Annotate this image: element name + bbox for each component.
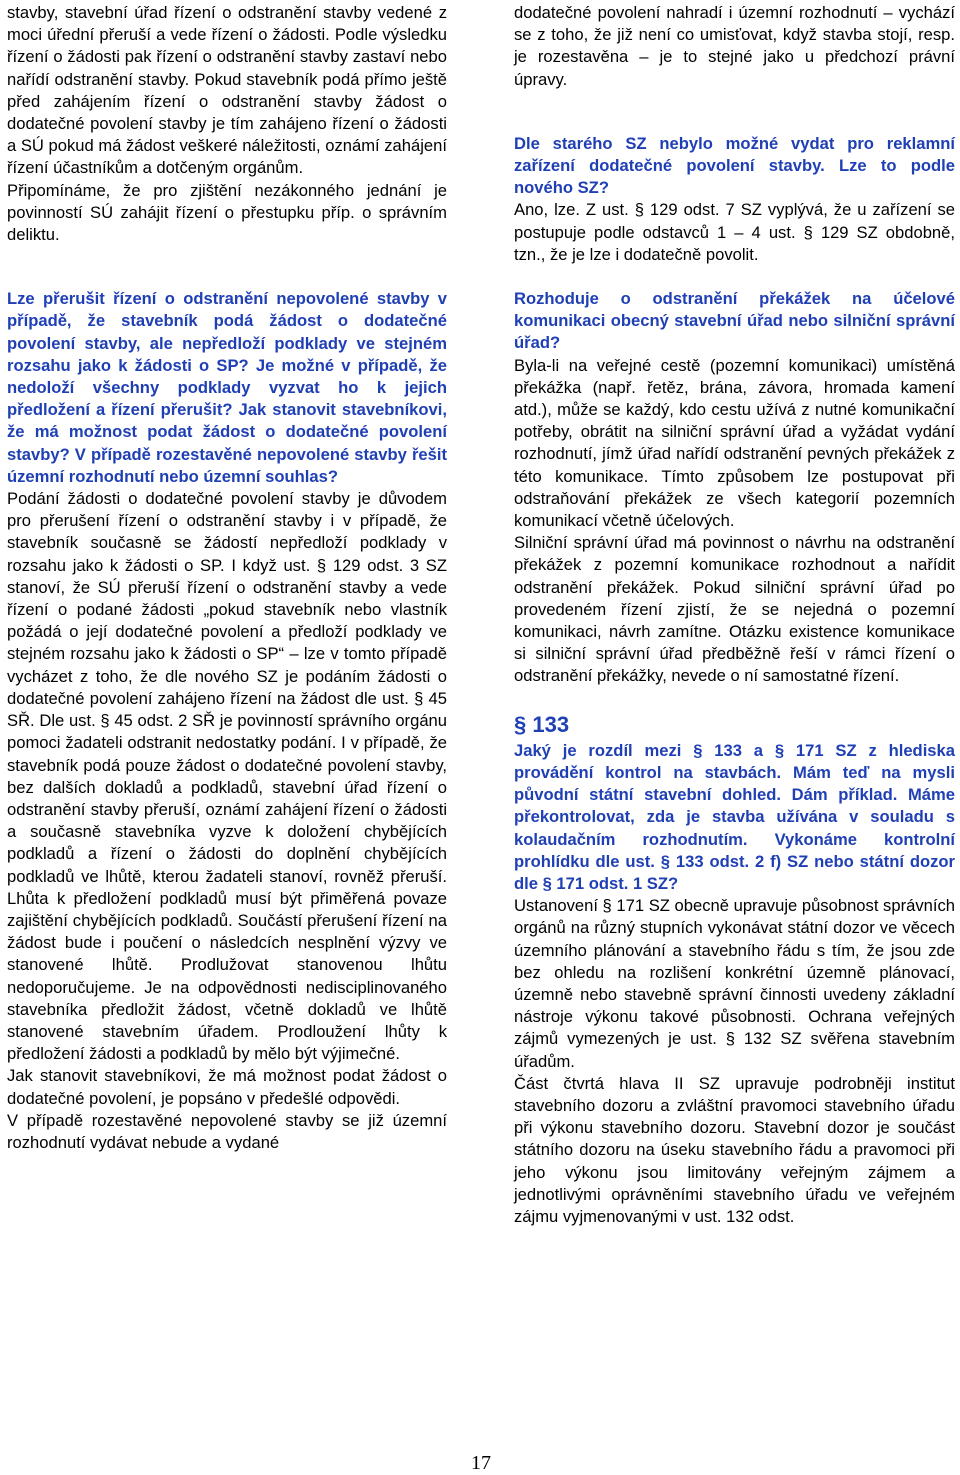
answer-paragraph: Silniční správní úřad má povinnost o návrhu na odstranění překážek z pozemní komunikace rozhodnout a nařídit odstranění překážek. Pokud silniční správní úřad po provedeném řízení zjistí, že se nejedná o pozemní komunikaci, návrh zamítne. Otázku existence komunikace si silniční správní úřad předběžně řeší v rámci řízení o odstranění překážky, nevede o ní samostatné řízení. xyxy=(514,533,955,686)
answer-paragraph: Jak stanovit stavebníkovi, že má možnost podat žádost o dodatečné povolení, je popsáno v předešlé odpovědi. xyxy=(7,1066,447,1108)
section-heading: § 133 xyxy=(514,711,570,737)
answer-paragraph: Byla-li na veřejné cestě (pozemní komunikaci) umístěná překážka (např. řetěz, brána, závora, hromada kamení atd.), může se každý, kdo cestu užívá z nutné komunikační potřeby, obrátit na silniční správní úřad a vyžádat vydání rozhodnutí, jímž úřad nařídí odstranění pevných překážek z této komunikace. Tímto způsobem lze postupovat při odstraňování překážek ze všech kategorií pozemních komunikací včetně účelových. xyxy=(514,355,955,531)
question-text: Lze přerušit řízení o odstranění nepovolené stavby v případě, že stavebník podá žádost o dodatečné povolení stavby, ale nepředloží podklady ve stejném rozsahu jako k žádosti o SP? Je možné v případě, že nedoloží všechny podklady vyzvat ho k jejich předložení a řízení přerušit? Jak stanovit stavebníkovi, že má možnost podat žádost o dodatečné povolení stavby? V případě rozestavěné nepovolené stavby řešit územní rozhodnutí nebo územní souhlas? xyxy=(7,289,447,486)
right-column xyxy=(514,2,955,1228)
answer-paragraph: V případě rozestavěné nepovolené stavby se již územní rozhodnutí vydávat nebude a vydané xyxy=(7,1110,447,1152)
spacer xyxy=(514,91,955,133)
paragraph: Připomínáme, že pro zjištění nezákonného jednání je povinností SÚ zahájit řízení o přestupku příp. o správním deliktu. xyxy=(7,180,447,245)
question-text: Jaký je rozdíl mezi § 133 a § 171 SZ z hlediska provádění kontrol na stavbách. Mám teď na mysli původní státní stavební dohled. Dám příklad. Máme překontrolovat, zda je stavba užívána v souladu s kolaudačním rozhodnutím. Vykonáme kontrolní prohlídku dle ust. § 133 odst. 2 f) SZ nebo státní dozor dle § 171 odst. 1 SZ? xyxy=(514,740,955,893)
spacer xyxy=(514,688,955,710)
answer-paragraph: Ustanovení § 171 SZ obecně upravuje působnost správních orgánů na různý stupních vykonávat státní dozor ve věcech územního plánování a stavebního řádu s tím, že jsou zde bez ohledu na rozlišení konkrétní územně plánovací, územně nebo stavebně správní činnosti uvedeny základní nástroje výkonu takové působnosti. Ochrana veřejných zájmů vymezených je ust. § 132 SZ svěřena stavebním úřadům. xyxy=(514,896,955,1071)
paragraph: dodatečné povolení nahradí i územní rozhodnutí – vychází se z toho, že již není co umisťovat, když stavba stojí, resp. je rozestavěna – je to stejné jako u předchozí právní úpravy. xyxy=(514,3,955,89)
answer-paragraph: Ano, lze. Z ust. § 129 odst. 7 SZ vyplývá, že u zařízení se postupuje podle odstavců 1 – 4 ust. § 129 SZ obdobně, tzn., že je lze i dodatečně povolit. xyxy=(514,200,955,264)
question-text: Rozhoduje o odstranění překážek na účelové komunikaci obecný stavební úřad nebo silniční správní úřad? xyxy=(514,289,955,353)
spacer xyxy=(7,246,447,288)
answer-paragraph: Podání žádosti o dodatečné povolení stavby je důvodem pro přerušení řízení o odstranění stavby i v případě, že stavebník současně se žádostí nepředloží podklady v rozsahu jako k žádosti o SP. I když ust. § 129 odst. 3 SZ stanoví, že SÚ přeruší řízení o odstranění stavby a vede řízení o podané žádosti „pokud stavebník nebo vlastník požádá o její dodatečné povolení a předloží podklady ve stejném rozsahu jako k žádosti o SP“ – lze v tomto případě vycházet z toho, že dle nového SZ je podáním žádosti o dodatečné povolení zahájeno řízení na žádost dle ust. § 45 SŘ. Dle ust. § 45 odst. 2 SŘ je povinností správního orgánu pomoci žadateli odstranit nedostatky podání. I v případě, že stavebník podá pouze žádost o dodatečné povolení stavby, bez dalších dokladů a podkladů, stavební úřad řízení o odstranění stavby přeruší, oznámí zahájení řízení o žádosti a současně stavebníka vyzve k doložení chybějících podkladů a řízení o žádosti do doplnění chybějících podkladů ve lhůtě, kterou žadateli stanoví, rovněž přeruší. Lhůta k předložení podkladů musí být přiměřená povaze zajištění chybějících podkladů. Součástí přerušení řízení na žádost bude i poučení o následcích nesplnění výzvy ve stanovené lhůtě. Prodlužovat stanovenou lhůtu nedoporučujeme. Je na odpovědnosti nedisciplinovaného stavebníka předložit žádost, včetně dokladů ve lhůtě stanovené stavebním úřadem. Prodloužení lhůty k předložení žádosti a podkladů by mělo být výjimečné. xyxy=(7,489,447,1064)
question-text: Dle starého SZ nebylo možné vydat pro reklamní zařízení dodatečné povolení stavby. Lze to podle nového SZ? xyxy=(514,133,955,198)
page-number: 17 xyxy=(471,1452,491,1474)
left-column xyxy=(7,2,447,1154)
paragraph: stavby, stavební úřad řízení o odstranění stavby vedené z moci úřední přeruší a vede řízení o žádosti. Podle výsledku řízení o žádosti pak řízení o odstranění stavby zastaví nebo nařídí odstranění stavby. Pokud stavebník podá přímo ještě před zahájením řízení o odstranění stavby žádost o dodatečné povolení stavby je tím zahájeno řízení o žádosti a SÚ pokud má žádost veškeré náležitosti, oznámí zahájení řízení účastníkům a dotčeným orgánům. xyxy=(7,3,447,178)
spacer xyxy=(514,266,955,288)
answer-paragraph: Část čtvrtá hlava II SZ upravuje podrobněji institut stavebního dozoru a zvláštní pravomoci stavebního úřadu při výkonu stavebního dozoru. Stavební dozor je součást státního dozoru na úseku stavebního řádu a pravomoci při jeho výkonu jsou limitovány veřejným zájmem a jednotlivými oprávněními stavebního úřadu ve veřejném zájmu vyjmenovanými v ust. 132 odst. xyxy=(514,1073,955,1226)
